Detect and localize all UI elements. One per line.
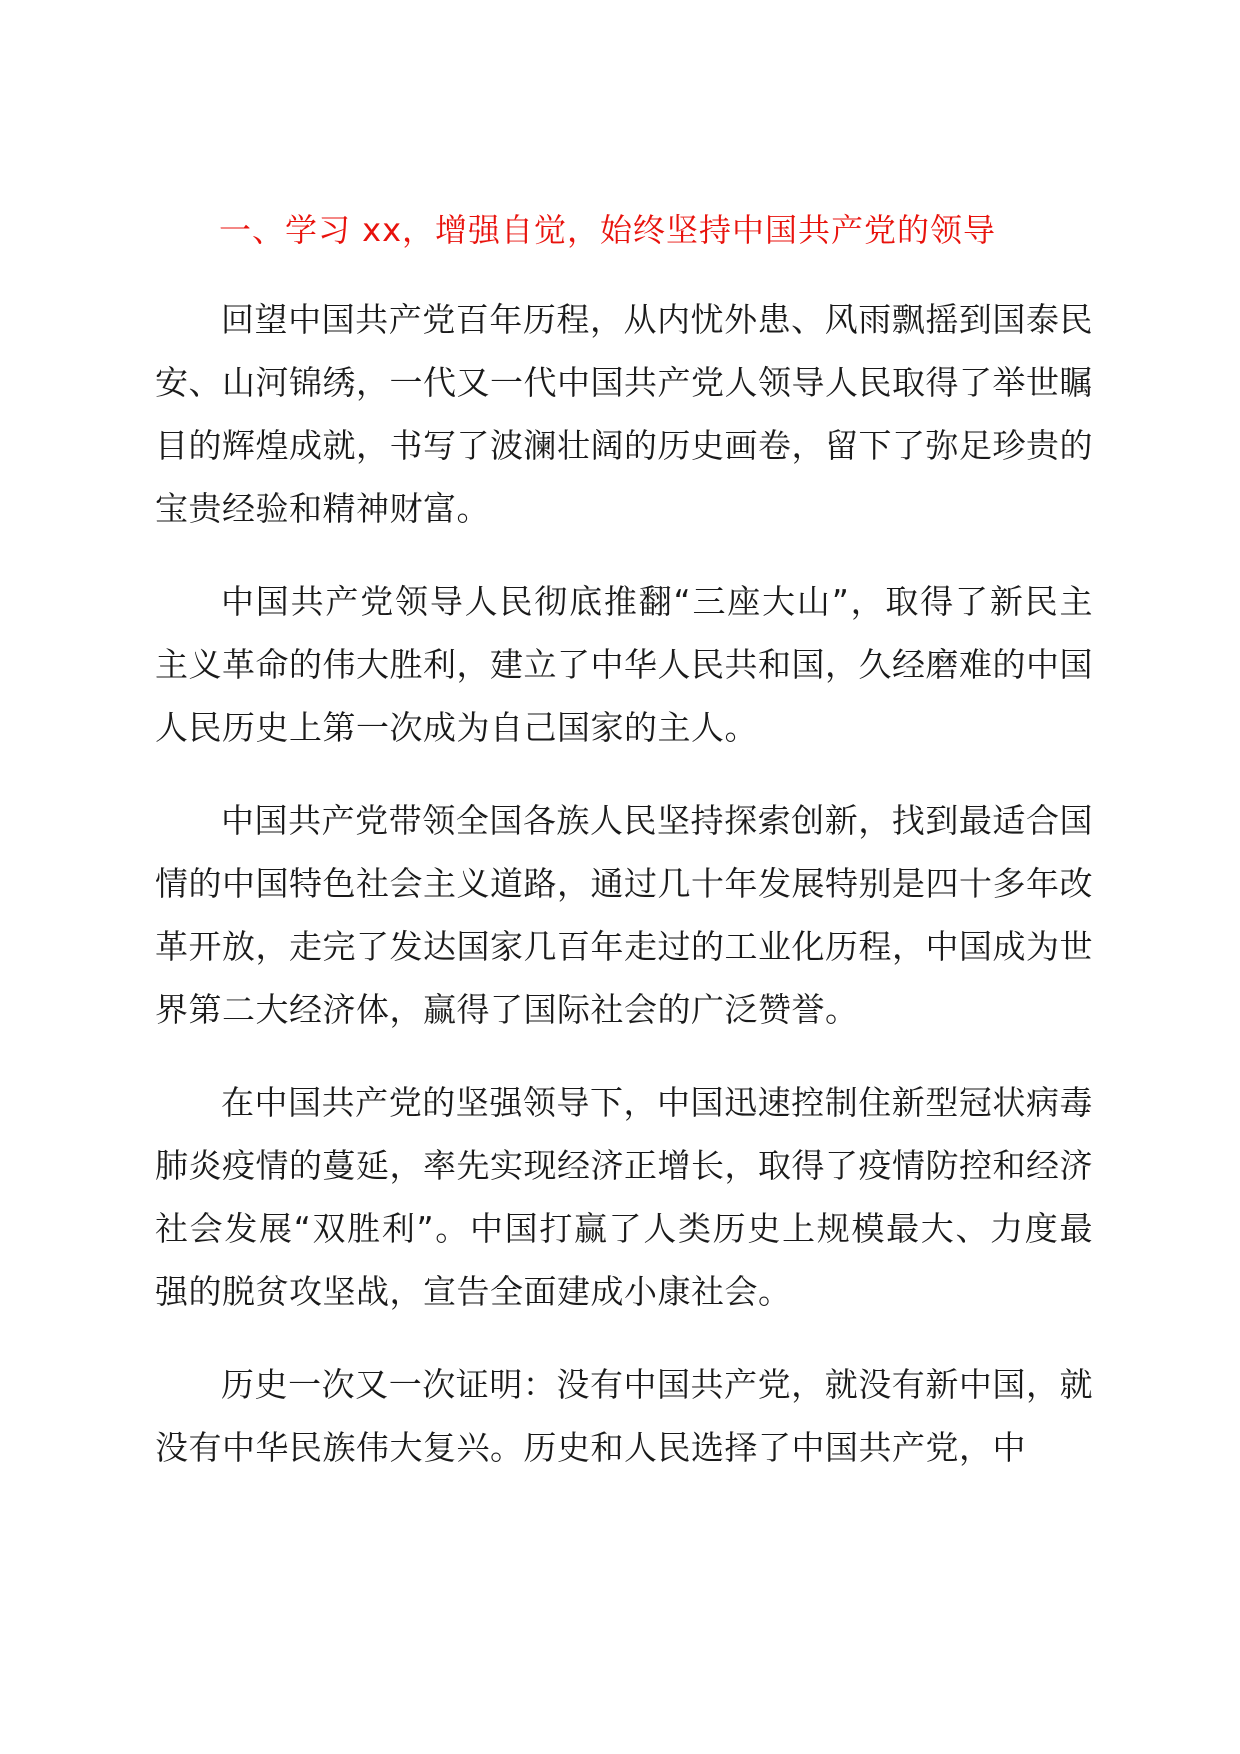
paragraph-5: 历史一次又一次证明：没有中国共产党，就没有新中国，就没有中华民族伟大复兴。历史和人民选择了中国共产党，中 bbox=[155, 1365, 1093, 1467]
document-page bbox=[155, 210, 1093, 1509]
section-heading: 一、学习 xx，增强自觉，始终坚持中国共产党的领导 bbox=[219, 211, 997, 249]
paragraph-3: 中国共产党带领全国各族人民坚持探索创新，找到最适合国情的中国特色社会主义道路，通过几十年发展特别是四十多年改革开放，走完了发达国家几百年走过的工业化历程，中国成为世界第二大经济体，赢得了国际社会的广泛赞誉。 bbox=[155, 801, 1093, 1029]
paragraph-4: 在中国共产党的坚强领导下，中国迅速控制住新型冠状病毒肺炎疫情的蔓延，率先实现经济正增长，取得了疫情防控和经济社会发展“双胜利”。中国打赢了人类历史上规模最大、力度最强的脱贫攻坚战，宣告全面建成小康社会。 bbox=[155, 1083, 1093, 1311]
paragraph-1: 回望中国共产党百年历程，从内忧外患、风雨飘摇到国泰民安、山河锦绣，一代又一代中国共产党人领导人民取得了举世瞩目的辉煌成就，书写了波澜壮阔的历史画卷，留下了弥足珍贵的宝贵经验和精神财富。 bbox=[155, 300, 1093, 528]
paragraph-2: 中国共产党领导人民彻底推翻“三座大山”，取得了新民主主义革命的伟大胜利，建立了中华人民共和国，久经磨难的中国人民历史上第一次成为自己国家的主人。 bbox=[155, 582, 1093, 747]
